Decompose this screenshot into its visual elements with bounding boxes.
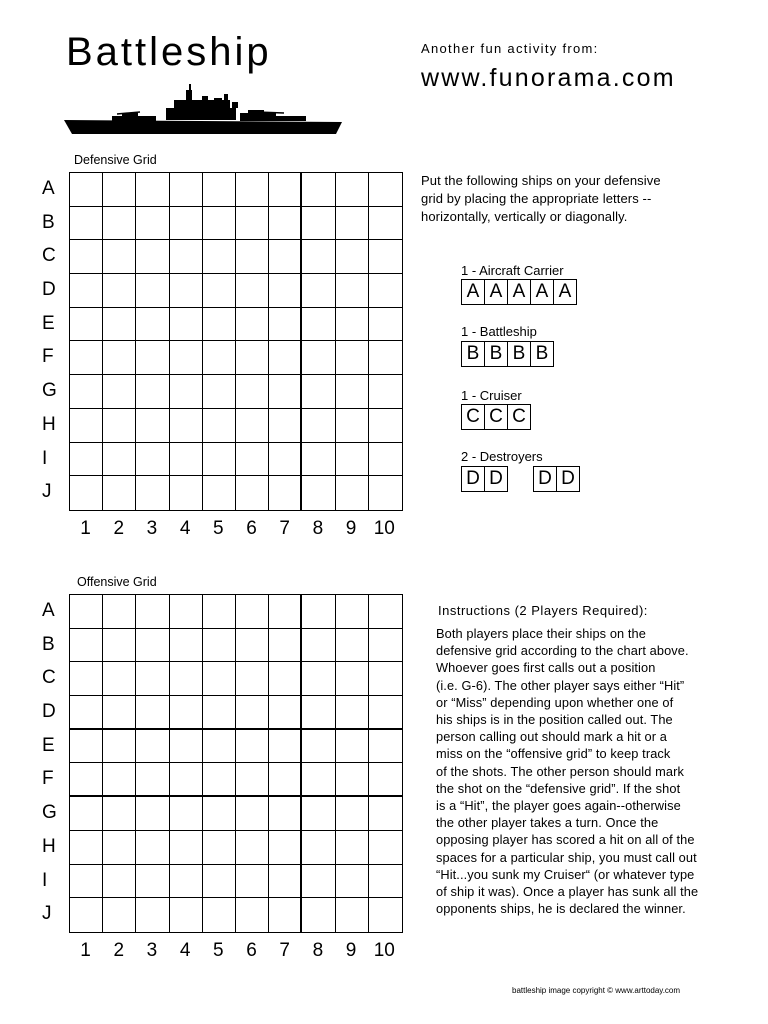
grid-cell[interactable] xyxy=(302,629,335,663)
grid-cell[interactable] xyxy=(302,240,335,274)
instructions-line: person calling out should mark a hit or a xyxy=(436,729,668,745)
grid-cell[interactable] xyxy=(369,696,402,730)
grid-cell[interactable] xyxy=(136,629,169,663)
grid-cell[interactable] xyxy=(136,797,169,831)
grid-cell[interactable] xyxy=(369,375,402,409)
ship-letter: A xyxy=(553,279,577,305)
grid-cell[interactable] xyxy=(336,865,369,899)
grid-cell[interactable] xyxy=(203,173,236,207)
grid-cell[interactable] xyxy=(369,595,402,629)
grid-cell[interactable] xyxy=(103,595,136,629)
grid-cell[interactable] xyxy=(170,595,203,629)
grid-cell[interactable] xyxy=(369,308,402,342)
grid-cell[interactable] xyxy=(136,898,169,932)
ship-letter: A xyxy=(530,279,554,305)
destroyer-1-letters xyxy=(461,466,507,492)
grid-cell[interactable] xyxy=(203,865,236,899)
grid-cell[interactable] xyxy=(203,595,236,629)
grid-cell[interactable] xyxy=(136,662,169,696)
grid-cell[interactable] xyxy=(269,173,302,207)
instructions-line: spaces for a particular ship, you must call out xyxy=(436,849,697,865)
grid-cell[interactable] xyxy=(136,595,169,629)
instructions-line: miss on the “offensive grid” to keep track xyxy=(436,746,671,762)
grid-cell[interactable] xyxy=(203,763,236,797)
col-label: 4 xyxy=(179,518,191,539)
grid-cell[interactable] xyxy=(103,763,136,797)
grid-cell[interactable] xyxy=(170,797,203,831)
col-label: 6 xyxy=(246,940,257,961)
ship-letter: C xyxy=(484,404,508,430)
grid-cell[interactable] xyxy=(336,797,369,831)
grid-cell[interactable] xyxy=(136,730,169,764)
grid-cell[interactable] xyxy=(302,443,335,477)
grid-cell[interactable] xyxy=(269,476,302,510)
ship-letter: A xyxy=(484,279,508,305)
col-label: 8 xyxy=(312,940,324,961)
grid-cell[interactable] xyxy=(369,341,402,375)
grid-cell[interactable] xyxy=(203,274,236,308)
grid-cell[interactable] xyxy=(336,629,369,663)
grid-cell[interactable] xyxy=(103,274,136,308)
grid-cell[interactable] xyxy=(70,375,103,409)
defensive-col-labels xyxy=(69,518,401,540)
destroyer-2-letters xyxy=(533,466,579,492)
grid-cell[interactable] xyxy=(203,831,236,865)
col-label: 3 xyxy=(146,940,158,961)
offensive-grid[interactable] xyxy=(69,594,403,933)
grid-cell[interactable] xyxy=(103,443,136,477)
grid-cell[interactable] xyxy=(236,443,269,477)
grid-cell[interactable] xyxy=(269,629,302,663)
grid-cell[interactable] xyxy=(170,341,203,375)
grid-cell[interactable] xyxy=(203,696,236,730)
grid-cell[interactable] xyxy=(170,730,203,764)
grid-cell[interactable] xyxy=(369,207,402,241)
grid-cell[interactable] xyxy=(203,308,236,342)
grid-cell[interactable] xyxy=(203,797,236,831)
grid-cell[interactable] xyxy=(203,898,236,932)
grid-cell[interactable] xyxy=(103,308,136,342)
grid-cell[interactable] xyxy=(336,207,369,241)
grid-cell[interactable] xyxy=(170,240,203,274)
grid-cell[interactable] xyxy=(369,629,402,663)
grid-cell[interactable] xyxy=(170,173,203,207)
col-label: 2 xyxy=(113,518,125,539)
grid-cell[interactable] xyxy=(236,865,269,899)
grid-cell[interactable] xyxy=(203,662,236,696)
grid-cell[interactable] xyxy=(269,865,302,899)
grid-cell[interactable] xyxy=(336,595,369,629)
grid-cell[interactable] xyxy=(369,173,402,207)
grid-cell[interactable] xyxy=(136,865,169,899)
instructions-line: or “Miss” depending upon whether one of xyxy=(436,694,674,710)
grid-cell[interactable] xyxy=(70,240,103,274)
instructions-line: of the shots. The other person should mark xyxy=(436,763,684,779)
grid-cell[interactable] xyxy=(136,274,169,308)
grid-cell[interactable] xyxy=(136,173,169,207)
instructions-line: (i.e. G-6). The other player says either “Hit” xyxy=(436,677,685,693)
grid-cell[interactable] xyxy=(103,662,136,696)
row-label: F xyxy=(42,346,54,368)
ship-letter: D xyxy=(533,466,557,492)
col-label: 9 xyxy=(345,940,357,961)
row-label: H xyxy=(42,835,56,857)
row-label: F xyxy=(42,768,54,790)
grid-cell[interactable] xyxy=(369,831,402,865)
grid-cell[interactable] xyxy=(269,375,302,409)
grid-cell[interactable] xyxy=(302,173,335,207)
grid-cell[interactable] xyxy=(336,341,369,375)
grid-cell[interactable] xyxy=(236,409,269,443)
grid-cell[interactable] xyxy=(70,629,103,663)
grid-cell[interactable] xyxy=(336,443,369,477)
grid-cell[interactable] xyxy=(302,476,335,510)
col-label: 7 xyxy=(279,518,290,539)
grid-cell[interactable] xyxy=(302,308,335,342)
ship-name: 2 - Destroyers xyxy=(461,449,543,464)
grid-cell[interactable] xyxy=(236,696,269,730)
grid-cell[interactable] xyxy=(170,865,203,899)
row-label: B xyxy=(42,633,55,655)
grid-cell[interactable] xyxy=(369,662,402,696)
row-label: A xyxy=(42,178,55,199)
grid-cell[interactable] xyxy=(136,409,169,443)
grid-cell[interactable] xyxy=(302,662,335,696)
grid-cell[interactable] xyxy=(269,730,302,764)
grid-cell[interactable] xyxy=(170,476,203,510)
col-label: 8 xyxy=(312,518,324,539)
ship-letter: B xyxy=(461,341,485,367)
grid-cell[interactable] xyxy=(336,173,369,207)
grid-cell[interactable] xyxy=(369,898,402,932)
page-title: Battleship xyxy=(66,30,272,74)
grid-cell[interactable] xyxy=(136,240,169,274)
grid-cell[interactable] xyxy=(236,274,269,308)
grid-cell[interactable] xyxy=(336,409,369,443)
col-label: 7 xyxy=(279,940,290,961)
grid-cell[interactable] xyxy=(70,730,103,764)
grid-cell[interactable] xyxy=(236,662,269,696)
ship-letter: C xyxy=(461,404,485,430)
row-label: B xyxy=(42,211,55,233)
grid-cell[interactable] xyxy=(302,898,335,932)
col-label: 5 xyxy=(213,940,224,961)
grid-cell[interactable] xyxy=(70,595,103,629)
ship-letter: A xyxy=(507,279,531,305)
grid-cell[interactable] xyxy=(302,730,335,764)
grid-cell[interactable] xyxy=(336,662,369,696)
ship-letter: D xyxy=(484,466,508,492)
grid-cell[interactable] xyxy=(103,240,136,274)
cruiser-letters xyxy=(461,404,530,430)
grid-cell[interactable] xyxy=(103,797,136,831)
instructions-line: opposing player has scored a hit on all of the xyxy=(436,832,695,848)
grid-cell[interactable] xyxy=(302,375,335,409)
grid-cell[interactable] xyxy=(336,308,369,342)
grid-cell[interactable] xyxy=(203,240,236,274)
grid-cell[interactable] xyxy=(302,595,335,629)
grid-cell[interactable] xyxy=(269,308,302,342)
grid-cell[interactable] xyxy=(103,375,136,409)
placement-instructions: Put the following ships on your defensive grid by placing the appropriate letters -- horizontally, vertically or diagonally. xyxy=(421,173,661,224)
ship-letter: B xyxy=(484,341,508,367)
grid-cell[interactable] xyxy=(236,797,269,831)
offensive-row-labels xyxy=(42,594,62,931)
ship-name: 1 - Cruiser xyxy=(461,388,522,403)
col-label: 6 xyxy=(246,518,257,539)
grid-cell[interactable] xyxy=(70,443,103,477)
grid-cell[interactable] xyxy=(336,763,369,797)
grid-cell[interactable] xyxy=(136,207,169,241)
grid-cell[interactable] xyxy=(170,274,203,308)
grid-cell[interactable] xyxy=(103,629,136,663)
grid-cell[interactable] xyxy=(136,476,169,510)
instructions-line: defensive grid according to the chart above. xyxy=(436,643,689,659)
fun-activity-label: Another fun activity from: xyxy=(421,41,599,56)
row-label: D xyxy=(42,701,56,723)
grid-cell[interactable] xyxy=(136,375,169,409)
row-label: H xyxy=(42,413,56,435)
grid-cell[interactable] xyxy=(302,865,335,899)
offensive-col-labels xyxy=(69,940,401,962)
grid-cell[interactable] xyxy=(103,898,136,932)
grid-cell[interactable] xyxy=(302,797,335,831)
grid-cell[interactable] xyxy=(336,696,369,730)
defensive-row-labels xyxy=(42,172,62,509)
grid-cell[interactable] xyxy=(170,763,203,797)
grid-cell[interactable] xyxy=(136,341,169,375)
grid-cell[interactable] xyxy=(269,409,302,443)
grid-cell[interactable] xyxy=(269,763,302,797)
col-label: 3 xyxy=(146,518,158,539)
grid-cell[interactable] xyxy=(136,443,169,477)
grid-cell[interactable] xyxy=(269,696,302,730)
grid-cell[interactable] xyxy=(170,831,203,865)
grid-cell[interactable] xyxy=(170,409,203,443)
grid-cell[interactable] xyxy=(336,375,369,409)
instructions-line: Both players place their ships on the xyxy=(436,626,646,641)
grid-cell[interactable] xyxy=(269,240,302,274)
grid-cell[interactable] xyxy=(170,696,203,730)
ship-name: 1 - Battleship xyxy=(461,324,537,339)
row-label: I xyxy=(42,447,48,469)
grid-cell[interactable] xyxy=(236,831,269,865)
grid-cell[interactable] xyxy=(103,730,136,764)
grid-cell[interactable] xyxy=(70,207,103,241)
grid-cell[interactable] xyxy=(203,476,236,510)
grid-cell[interactable] xyxy=(203,629,236,663)
battleship-letters xyxy=(461,341,553,367)
grid-cell[interactable] xyxy=(103,696,136,730)
grid-cell[interactable] xyxy=(103,476,136,510)
grid-cell[interactable] xyxy=(369,730,402,764)
ship-letter: D xyxy=(461,466,485,492)
grid-cell[interactable] xyxy=(103,341,136,375)
ship-letter: B xyxy=(507,341,531,367)
col-label: 2 xyxy=(113,940,125,961)
grid-cell[interactable] xyxy=(203,409,236,443)
instructions-body xyxy=(436,625,736,917)
col-label: 1 xyxy=(80,940,91,961)
grid-cell[interactable] xyxy=(170,629,203,663)
grid-cell[interactable] xyxy=(203,341,236,375)
instructions-line: his ships is in the position called out. The xyxy=(436,712,673,728)
battleship-silhouette-icon xyxy=(62,82,344,138)
grid-cell[interactable] xyxy=(236,898,269,932)
offensive-grid-label: Offensive Grid xyxy=(77,575,157,589)
grid-cell[interactable] xyxy=(236,207,269,241)
grid-cell[interactable] xyxy=(269,207,302,241)
row-label: E xyxy=(42,734,55,756)
grid-cell[interactable] xyxy=(203,375,236,409)
grid-cell[interactable] xyxy=(70,898,103,932)
instructions-line: is a “Hit”, the player goes again--otherwise xyxy=(436,798,681,814)
grid-cell[interactable] xyxy=(369,797,402,831)
grid-cell[interactable] xyxy=(369,763,402,797)
row-label: E xyxy=(42,312,55,334)
ship-letter: B xyxy=(530,341,554,367)
grid-cell[interactable] xyxy=(70,341,103,375)
grid-cell[interactable] xyxy=(269,797,302,831)
grid-cell[interactable] xyxy=(236,375,269,409)
grid-cell[interactable] xyxy=(236,476,269,510)
grid-cell[interactable] xyxy=(170,443,203,477)
grid-cell[interactable] xyxy=(170,375,203,409)
grid-cell[interactable] xyxy=(136,831,169,865)
grid-cell[interactable] xyxy=(236,240,269,274)
grid-cell[interactable] xyxy=(70,831,103,865)
grid-cell[interactable] xyxy=(336,730,369,764)
row-label: C xyxy=(42,245,56,267)
instructions-line: the shot on the “defensive grid”. If the shot xyxy=(436,780,681,796)
copyright-note: battleship image copyright © www.arttoday.com xyxy=(512,986,681,995)
grid-cell[interactable] xyxy=(70,409,103,443)
instructions-line: “Hit...you sunk my Cruiser“ (or whatever type xyxy=(436,866,695,882)
grid-cell[interactable] xyxy=(203,443,236,477)
grid-cell[interactable] xyxy=(170,662,203,696)
grid-cell[interactable] xyxy=(70,763,103,797)
grid-cell[interactable] xyxy=(269,443,302,477)
grid-cell[interactable] xyxy=(103,207,136,241)
col-label: 5 xyxy=(213,518,224,539)
instructions-line: of ship it was). Once a player has sunk all the xyxy=(436,884,699,900)
grid-cell[interactable] xyxy=(170,207,203,241)
grid-cell[interactable] xyxy=(236,173,269,207)
grid-cell[interactable] xyxy=(70,797,103,831)
aircraft-carrier-letters xyxy=(461,279,576,305)
grid-cell[interactable] xyxy=(369,274,402,308)
grid-cell[interactable] xyxy=(269,274,302,308)
grid-cell[interactable] xyxy=(302,409,335,443)
grid-cell[interactable] xyxy=(336,274,369,308)
grid-cell[interactable] xyxy=(103,409,136,443)
grid-cell[interactable] xyxy=(70,696,103,730)
grid-cell[interactable] xyxy=(70,173,103,207)
grid-cell[interactable] xyxy=(236,341,269,375)
defensive-grid[interactable] xyxy=(69,172,403,511)
col-label: 4 xyxy=(179,940,191,961)
instructions-line: the other player takes a turn. Once the xyxy=(436,815,659,831)
instructions-title: Instructions (2 Players Required): xyxy=(438,603,648,618)
col-label: 1 xyxy=(80,518,91,539)
grid-cell[interactable] xyxy=(269,662,302,696)
row-label: G xyxy=(42,802,57,824)
ship-name: 1 - Aircraft Carrier xyxy=(461,263,564,278)
row-label: D xyxy=(42,279,56,301)
grid-cell[interactable] xyxy=(302,341,335,375)
grid-cell[interactable] xyxy=(70,476,103,510)
row-label: J xyxy=(42,481,52,503)
grid-cell[interactable] xyxy=(103,865,136,899)
grid-cell[interactable] xyxy=(302,274,335,308)
grid-cell[interactable] xyxy=(369,865,402,899)
grid-cell[interactable] xyxy=(302,763,335,797)
grid-cell[interactable] xyxy=(369,240,402,274)
grid-cell[interactable] xyxy=(136,696,169,730)
instructions-line: opponents ships, he is declared the winner. xyxy=(436,901,686,917)
ship-letter: C xyxy=(507,404,531,430)
grid-cell[interactable] xyxy=(103,173,136,207)
defensive-grid-label: Defensive Grid xyxy=(74,153,157,167)
website-url[interactable]: www.funorama.com xyxy=(421,64,676,92)
grid-cell[interactable] xyxy=(336,831,369,865)
grid-cell[interactable] xyxy=(336,240,369,274)
grid-cell[interactable] xyxy=(269,898,302,932)
grid-cell[interactable] xyxy=(136,763,169,797)
col-label: 9 xyxy=(345,518,357,539)
grid-cell[interactable] xyxy=(269,595,302,629)
row-label: I xyxy=(42,869,48,891)
instructions-line: Whoever goes first calls out a position xyxy=(436,660,656,676)
grid-cell[interactable] xyxy=(70,865,103,899)
grid-cell[interactable] xyxy=(236,595,269,629)
grid-cell[interactable] xyxy=(136,308,169,342)
grid-cell[interactable] xyxy=(302,696,335,730)
grid-cell[interactable] xyxy=(269,831,302,865)
grid-cell[interactable] xyxy=(302,831,335,865)
grid-cell[interactable] xyxy=(369,476,402,510)
grid-cell[interactable] xyxy=(236,763,269,797)
grid-cell[interactable] xyxy=(203,730,236,764)
ship-letter: D xyxy=(556,466,580,492)
row-label: G xyxy=(42,380,57,402)
grid-cell[interactable] xyxy=(70,662,103,696)
row-label: J xyxy=(42,903,52,925)
grid-cell[interactable] xyxy=(369,443,402,477)
ship-letter: A xyxy=(461,279,485,305)
grid-cell[interactable] xyxy=(236,308,269,342)
grid-cell[interactable] xyxy=(369,409,402,443)
grid-cell[interactable] xyxy=(236,730,269,764)
grid-cell[interactable] xyxy=(269,341,302,375)
grid-cell[interactable] xyxy=(336,898,369,932)
grid-cell[interactable] xyxy=(336,476,369,510)
col-label: 10 xyxy=(373,518,395,539)
grid-cell[interactable] xyxy=(236,629,269,663)
grid-cell[interactable] xyxy=(103,831,136,865)
grid-cell[interactable] xyxy=(70,308,103,342)
grid-cell[interactable] xyxy=(203,207,236,241)
row-label: A xyxy=(42,600,55,621)
grid-cell[interactable] xyxy=(70,274,103,308)
grid-cell[interactable] xyxy=(170,898,203,932)
row-label: C xyxy=(42,667,56,689)
col-label: 10 xyxy=(373,940,395,961)
grid-cell[interactable] xyxy=(170,308,203,342)
grid-cell[interactable] xyxy=(302,207,335,241)
